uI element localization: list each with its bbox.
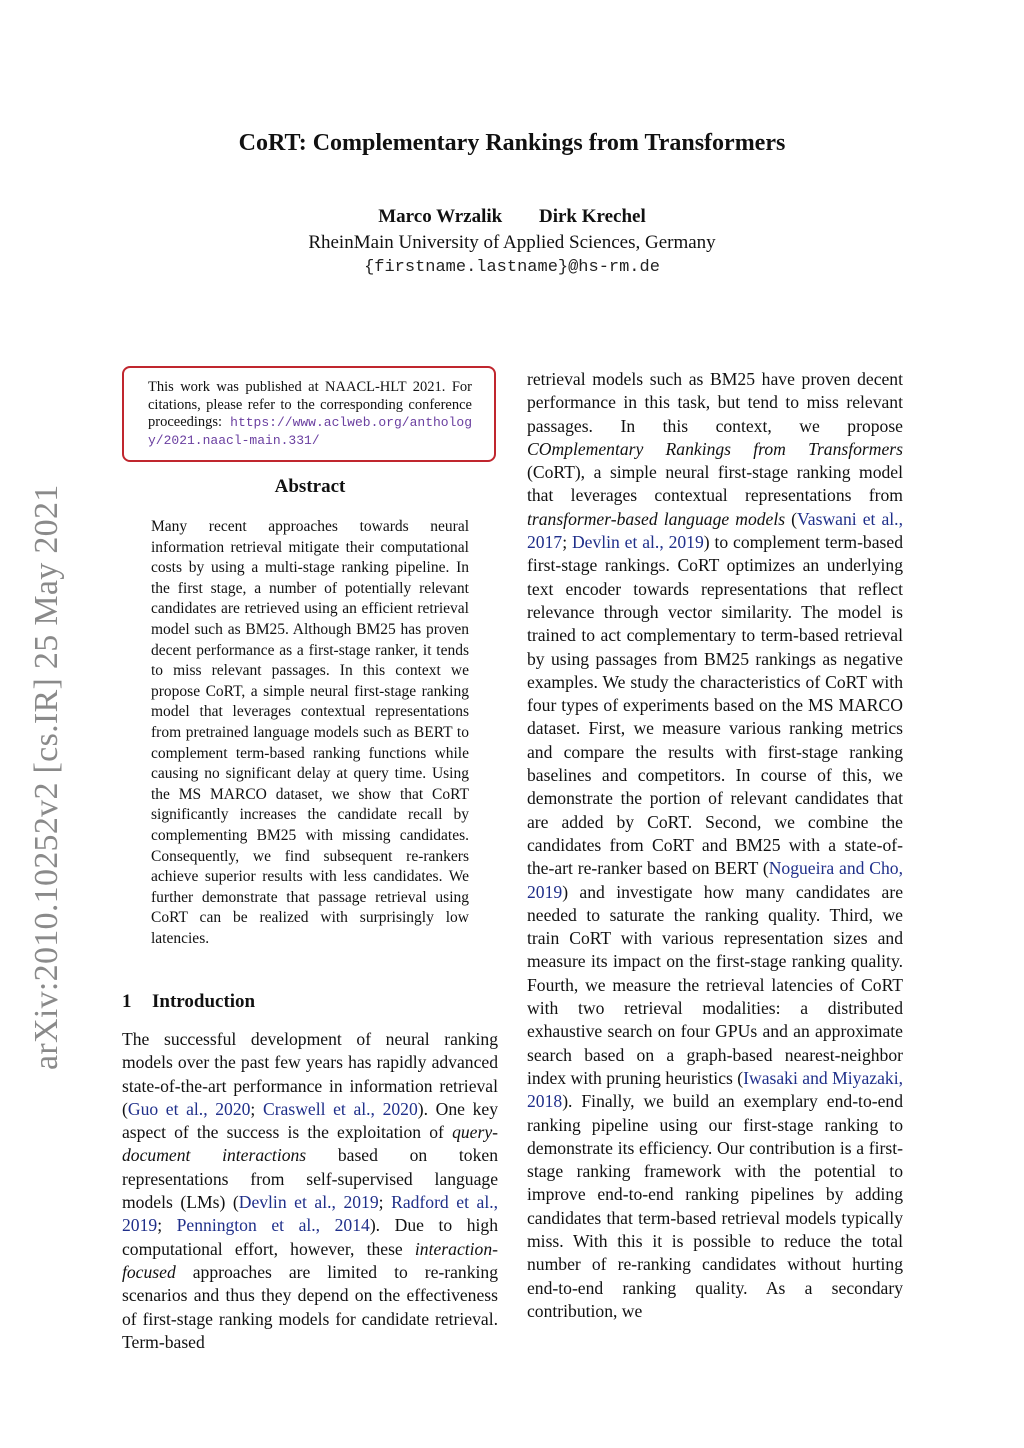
proceedings-link[interactable]: https://www.aclweb.org/anthology/2021.naacl-main.331/	[148, 415, 472, 448]
author-name: Dirk Krechel	[539, 206, 646, 227]
citation-link[interactable]: Pennington et al., 2014	[176, 1215, 370, 1236]
author-list	[0, 206, 1024, 228]
emphasized-term: interaction-focused	[122, 1238, 498, 1282]
abstract-body: Many recent approaches towards neural information retrieval mitigate their computational costs by using a multi-stage ranking pipeline. In the first stage, a number of potentially relevant candidates are retrieved using an efficient retrieval model such as BM25. Although BM25 has proven decent performance as a first-stage ranker, it tends to miss relevant passages. In this context we propose CoRT, a simple neural first-stage ranking model that leverages contextual representations from pretrained language models such as BERT to complement term-based ranking functions while causing no significant delay at query time. Using the MS MARCO dataset, we show that CoRT significantly increases the candidate recall by complementing BM25 with missing candidates. Consequently, we find subsequent re-rankers achieve superior results with less candidates. We further demonstrate that passage retrieval using CoRT can be realized with surprisingly low latencies.	[151, 518, 469, 947]
section-number: 1	[122, 991, 132, 1012]
citation-link[interactable]: Craswell et al., 2020	[262, 1098, 418, 1119]
emphasized-term: query-document interactions	[122, 1122, 498, 1166]
section-heading-introduction	[122, 991, 498, 1013]
citation-link[interactable]: Vaswani et al., 2017	[527, 508, 903, 553]
emphasized-term: transformer-based language models	[527, 508, 786, 529]
citation-link[interactable]: Devlin et al., 2019	[571, 532, 704, 553]
section-title: Introduction	[152, 991, 256, 1012]
citation-link[interactable]: Iwasaki and Miyazaki, 2018	[527, 1067, 903, 1112]
citation-link[interactable]: Radford et al., 2019	[122, 1192, 499, 1236]
intro-paragraph-right-column: retrieval models such as BM25 have proven decent performance in this task, but tend to miss relevant passages. In this context, we propose COmplementary Rankings from Transformers (CoRT), a simple neural first-stage ranking model that leverages contextual representations from transformer-based language models (Vaswani et al., 2017; Devlin et al., 2019) to complement term-based first-stage rankings. CoRT optimizes an underlying text encoder towards representations that reflect relevance through vector similarity. The model is trained to act complementary to term-based retrieval by using passages from BM25 rankings as negative examples. We study the characteristics of CoRT with four types of experiments based on the MS MARCO dataset. First, we measure various ranking metrics and compare the results with first-stage ranking baselines and competitors. In course of this, we demonstrate the portion of relevant candidates that are added by CoRT. Second, we combine the candidates from CoRT and BM25 with a state-of-the-art re-ranker based on BERT (Nogueira and Cho, 2019) and investigate how many candidates are needed to saturate the ranking quality. Third, we train CoRT with various representation sizes and measure its impact on the first-stage ranking quality. Fourth, we measure the retrieval latencies of CoRT with two retrieval modalities: a distributed exhaustive search on four GPUs and an approximate search based on a graph-based nearest-neighbor index with pruning heuristics (Iwasaki and Miyazaki, 2018). Finally, we build an exemplary end-to-end ranking pipeline using our first-stage ranking to demonstrate its efficiency. Our contribution is a first-stage ranking framework with the potential to improve end-to-end ranking pipelines by adding candidates that term-based retrieval models typically miss. With this it is possible to reduce the total number of re-ranking candidates without hurting end-to-end ranking quality. As a secondary contribution, we	[527, 369, 903, 1321]
emphasized-term: COmplementary Rankings from Transformers	[527, 438, 903, 459]
author-affiliation: RheinMain University of Applied Sciences, Germany	[308, 232, 716, 253]
notice-text: This work was published at NAACL-HLT 2021. For citations, please refer to the corresponding conference proceedings:	[148, 379, 472, 430]
arxiv-identifier-stamp: arXiv:2010.10252v2 [cs.IR] 25 May 2021	[28, 484, 65, 1070]
citation-link[interactable]: Nogueira and Cho, 2019	[527, 858, 903, 902]
publication-notice-box	[122, 366, 496, 462]
citation-link[interactable]: Devlin et al., 2019	[238, 1192, 379, 1213]
paper-title: CoRT: Complementary Rankings from Transformers	[238, 130, 786, 156]
citation-link[interactable]: Guo et al., 2020	[127, 1098, 251, 1119]
author-name: Marco Wrzalik	[378, 206, 503, 227]
abstract-heading: Abstract	[274, 476, 346, 497]
intro-paragraph-left-column: The successful development of neural ranking models over the past few years has rapidly advanced state-of-the-art performance in information retrieval (Guo et al., 2020; Craswell et al., 2020). One key aspect of the success is the exploitation of query-document interactions based on token representations from self-supervised language models (LMs) (Devlin et al., 2019; Radford et al., 2019; Pennington et al., 2014). Due to high computational effort, however, these interaction-focused approaches are limited to re-ranking scenarios and thus they depend on the effectiveness of first-stage ranking models for candidate retrieval. Term-based	[122, 1029, 499, 1352]
author-email: {firstname.lastname}@hs-rm.de	[364, 258, 660, 277]
